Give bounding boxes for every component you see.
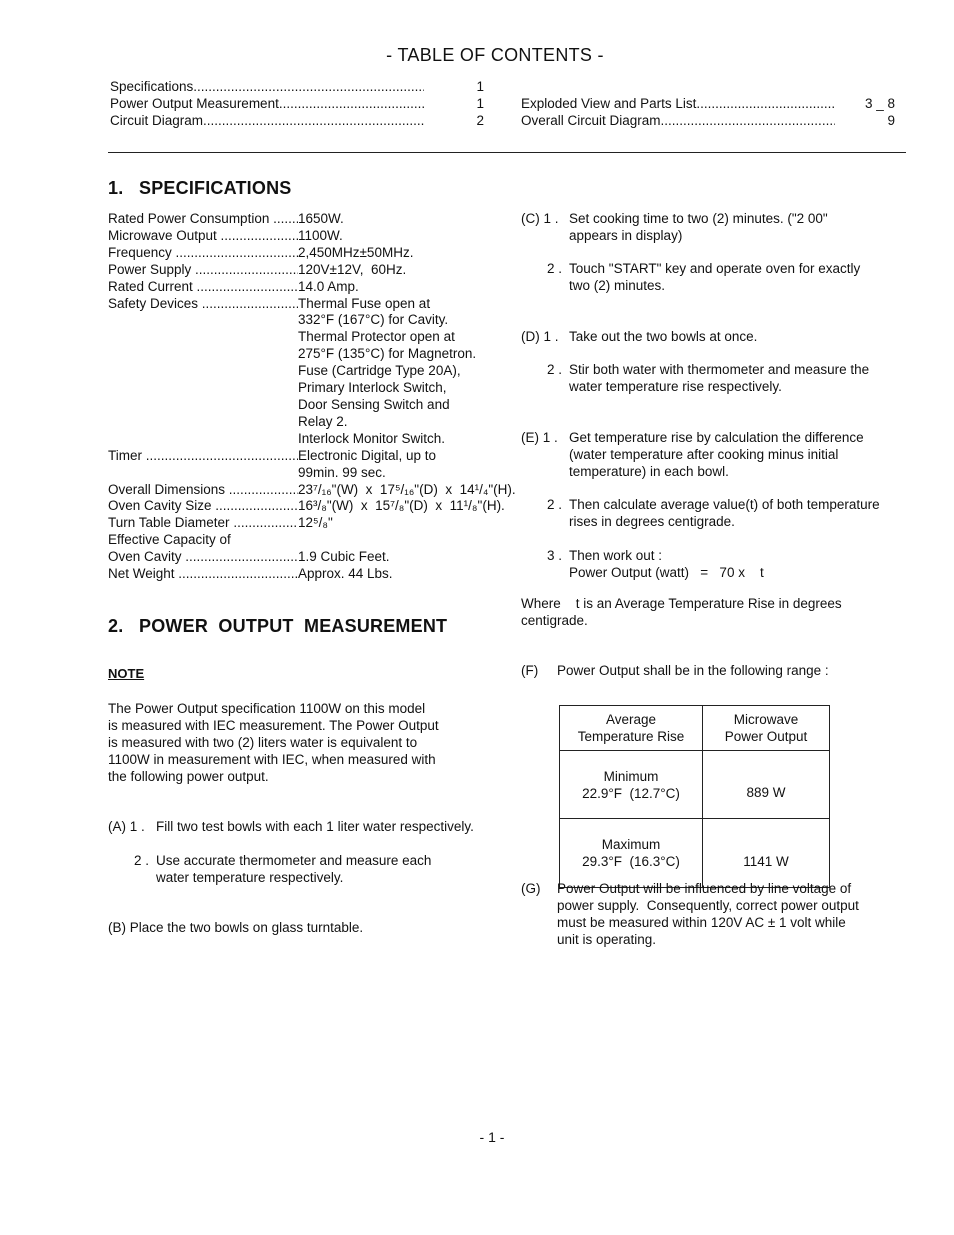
text-line: rises in degrees centigrade. <box>569 514 735 529</box>
spec-value: Interlock Monitor Switch. <box>298 430 446 446</box>
spec-key <box>108 397 298 414</box>
step-label: 3 . <box>547 548 563 563</box>
step-text: Power Output shall be in the following range : <box>557 663 829 678</box>
text-line: Average <box>605 712 657 727</box>
section-heading-power-output: 2. POWER OUTPUT MEASUREMENT <box>108 616 448 636</box>
divider <box>108 152 906 153</box>
power-range-table <box>559 705 830 888</box>
toc-leader <box>661 112 835 129</box>
text-line: Then work out : <box>569 548 663 563</box>
where-note <box>521 595 911 635</box>
spec-key: Rated Current ..... <box>108 279 298 296</box>
step-label: (C) 1 . <box>521 211 559 226</box>
spec-key: Overall Dimensions ..... <box>108 482 298 499</box>
spec-key: Timer ..... <box>108 448 298 465</box>
step-label: 2 . <box>134 853 150 868</box>
spec-value: 12⁵/₈" <box>298 515 333 531</box>
step-text <box>569 260 860 294</box>
spec-row <box>108 346 538 363</box>
toc-label: Exploded View and Parts List <box>521 96 697 111</box>
step-g <box>521 880 911 952</box>
spec-row <box>108 245 538 262</box>
text-line: is measured with two (2) liters water is equivalent to <box>108 735 418 750</box>
table-header-row <box>560 706 830 751</box>
step-c1 <box>521 210 911 250</box>
step-label: (D) 1 . <box>521 329 559 344</box>
toc-right <box>521 95 895 129</box>
spec-value: 1.9 Cubic Feet. <box>298 549 390 565</box>
table-cell-power: 889 W <box>703 751 830 819</box>
step-label: (A) 1 . <box>108 819 145 834</box>
spec-key: Oven Cavity Size ..... <box>108 498 298 515</box>
spec-key: Net Weight ..... <box>108 566 298 583</box>
spec-key <box>108 380 298 397</box>
text-line: Stir both water with thermometer and measure the <box>569 362 870 377</box>
step-f <box>521 662 911 682</box>
toc-page: 1 <box>476 79 484 94</box>
step-label: 2 . <box>547 362 563 377</box>
spec-value: Fuse (Cartridge Type 20A), <box>298 363 461 379</box>
spec-key: Rated Power Consumption ..... <box>108 211 298 228</box>
text-line: temperature) in each bowl. <box>569 464 729 479</box>
spec-key <box>108 329 298 346</box>
table-header-cell <box>703 706 830 751</box>
toc-label: Overall Circuit Diagram <box>521 113 661 128</box>
spec-value: 120V±12V, 60Hz. <box>298 261 407 277</box>
step-label: 2 . <box>547 261 563 276</box>
text-line: power supply. Consequently, correct power output <box>557 898 859 913</box>
spec-value: 16³/₈"(W) x 15⁷/₈"(D) x 11¹/₈"(H). <box>298 498 505 514</box>
spec-row <box>108 380 538 397</box>
spec-key <box>108 465 298 482</box>
step-label: (E) 1 . <box>521 430 558 445</box>
spec-value: Approx. 44 Lbs. <box>298 566 393 582</box>
table-cell-rise <box>560 819 703 888</box>
spec-row <box>108 312 538 329</box>
spec-key <box>108 346 298 363</box>
spec-row <box>108 549 538 566</box>
toc-leader <box>696 95 835 112</box>
spec-key <box>108 312 298 329</box>
spec-row <box>108 296 538 313</box>
spec-row <box>108 465 538 482</box>
text-line: Set cooking time to two (2) minutes. ("2 00" <box>569 211 828 226</box>
text-line: Microwave <box>733 712 799 727</box>
text-line: two (2) minutes. <box>569 278 666 293</box>
text-line: centigrade. <box>521 613 588 628</box>
spec-key <box>108 414 298 431</box>
text-line: water temperature rise respectively. <box>569 379 782 394</box>
step-text <box>569 496 880 530</box>
step-text: Fill two test bowls with each 1 liter water respectively. <box>156 819 474 834</box>
spec-key: Power Supply ..... <box>108 262 298 279</box>
text-line: is measured with IEC measurement. The Power Output <box>108 718 439 733</box>
spec-value: 2,450MHz±50MHz. <box>298 244 414 260</box>
spec-row <box>108 532 538 549</box>
spec-row <box>108 228 538 245</box>
spec-key <box>108 363 298 380</box>
text-line: Get temperature rise by calculation the difference <box>569 430 864 445</box>
note-paragraph <box>108 700 508 785</box>
step-text <box>569 361 869 395</box>
spec-value: Primary Interlock Switch, <box>298 380 447 396</box>
step-d2 <box>547 361 907 401</box>
text-line: must be measured within 120V AC ± 1 volt while <box>557 915 846 930</box>
spec-row <box>108 482 538 499</box>
spec-value: Thermal Fuse open at <box>298 295 431 311</box>
spec-row <box>108 397 538 414</box>
spec-row <box>108 498 538 515</box>
table-cell-power: 1141 W <box>703 819 830 888</box>
spec-row <box>108 566 538 583</box>
text-line: Power Output (watt) = 70 x t <box>569 565 764 580</box>
text-line: appears in display) <box>569 228 683 243</box>
page-number: - 1 - <box>479 1129 505 1145</box>
step-text: Take out the two bowls at once. <box>569 329 758 344</box>
spec-value: 99min. 99 sec. <box>298 464 386 480</box>
spec-key: Turn Table Diameter ..... <box>108 515 298 532</box>
toc-leader <box>203 112 424 129</box>
step-a1 <box>108 818 528 838</box>
step-text <box>557 880 859 948</box>
step-text <box>156 852 431 886</box>
spec-value: 332°F (167°C) for Cavity. <box>298 312 449 328</box>
spec-key: Microwave Output ..... <box>108 228 298 245</box>
step-b <box>108 919 508 939</box>
spec-key: Effective Capacity of <box>108 532 231 548</box>
spec-row <box>108 211 538 228</box>
spec-value: 275°F (135°C) for Magnetron. <box>298 346 477 362</box>
toc-page: 2 <box>476 113 484 128</box>
spec-row <box>108 363 538 380</box>
spec-value <box>298 532 538 549</box>
spec-value: Electronic Digital, up to <box>298 447 437 463</box>
text-line: The Power Output specification 1100W on this model <box>108 701 426 716</box>
toc-page: 9 <box>887 113 895 128</box>
step-label: (F) <box>521 663 539 678</box>
spec-value: Relay 2. <box>298 413 348 429</box>
specifications-list <box>108 211 538 583</box>
spec-key: Oven Cavity ..... <box>108 549 298 566</box>
text-line: Then calculate average value(t) of both temperature <box>569 497 880 512</box>
toc-entry <box>110 95 484 112</box>
step-c2 <box>547 260 907 300</box>
table-header-cell <box>560 706 703 751</box>
table-row <box>560 819 830 888</box>
spec-row <box>108 279 538 296</box>
text-line: Maximum <box>601 837 661 852</box>
spec-key <box>108 431 298 448</box>
step-label: (G) <box>521 881 541 896</box>
text-line: Temperature Rise <box>577 729 685 744</box>
text-line: Use accurate thermometer and measure each <box>156 853 432 868</box>
table-row <box>560 751 830 819</box>
text-line: Where t is an Average Temperature Rise in degrees <box>521 596 842 611</box>
step-d1 <box>521 328 911 348</box>
step-a2 <box>134 852 514 892</box>
text-line: water temperature respectively. <box>156 870 344 885</box>
toc-entry <box>110 112 484 129</box>
spec-key: Frequency ..... <box>108 245 298 262</box>
toc-label: Power Output Measurement <box>110 96 279 111</box>
section-heading-specifications: 1. SPECIFICATIONS <box>108 178 292 198</box>
step-text <box>569 210 828 244</box>
text-line: 1100W in measurement with IEC, when measured with <box>108 752 436 767</box>
page-title: - TABLE OF CONTENTS - <box>386 45 604 65</box>
spec-row <box>108 515 538 532</box>
text-line: unit is operating. <box>557 932 657 947</box>
toc-page: 1 <box>476 96 484 111</box>
step-text <box>569 547 764 581</box>
text-line: the following power output. <box>108 769 269 784</box>
spec-value: 1650W. <box>298 211 344 226</box>
spec-row <box>108 431 538 448</box>
step-text <box>569 429 864 480</box>
step-text: (B) Place the two bowls on glass turntable. <box>108 920 364 935</box>
toc-page: 3 _ 8 <box>864 96 895 111</box>
spec-value: 14.0 Amp. <box>298 278 359 294</box>
spec-value: 23⁷/₁₆"(W) x 17⁵/₁₆"(D) x 14¹/₄"(H). <box>298 481 516 497</box>
spec-value: 1100W. <box>298 227 343 243</box>
spec-value: Thermal Protector open at <box>298 329 455 345</box>
text-line: (water temperature after cooking minus initial <box>569 447 839 462</box>
spec-row <box>108 414 538 431</box>
step-e3 <box>547 547 907 587</box>
spec-row <box>108 262 538 279</box>
toc-label: Circuit Diagram <box>110 113 204 128</box>
toc-entry <box>521 112 895 129</box>
text-line: 29.3°F (16.3°C) <box>582 854 680 869</box>
text-line: Touch "START" key and operate oven for exactly <box>569 261 861 276</box>
toc-leader <box>279 95 424 112</box>
toc-leader <box>193 78 424 95</box>
step-text <box>521 595 842 629</box>
step-e1 <box>521 429 911 485</box>
spec-key: Safety Devices ..... <box>108 296 298 313</box>
text-line: Power Output <box>724 729 808 744</box>
step-label: 2 . <box>547 497 563 512</box>
toc-left <box>110 78 484 129</box>
step-e2 <box>547 496 907 536</box>
spec-row <box>108 448 538 465</box>
spec-row <box>108 329 538 346</box>
toc-entry <box>521 95 895 112</box>
table-cell-rise <box>560 751 703 819</box>
text-line: Minimum <box>603 768 659 784</box>
text-line: Power Output will be influenced by line voltage of <box>557 881 852 896</box>
toc-label: Specifications <box>110 79 194 94</box>
text-line: 22.9°F (12.7°C) <box>582 785 680 801</box>
toc-entry <box>110 78 484 95</box>
note-heading: NOTE <box>108 666 145 681</box>
spec-value: Door Sensing Switch and <box>298 396 450 412</box>
